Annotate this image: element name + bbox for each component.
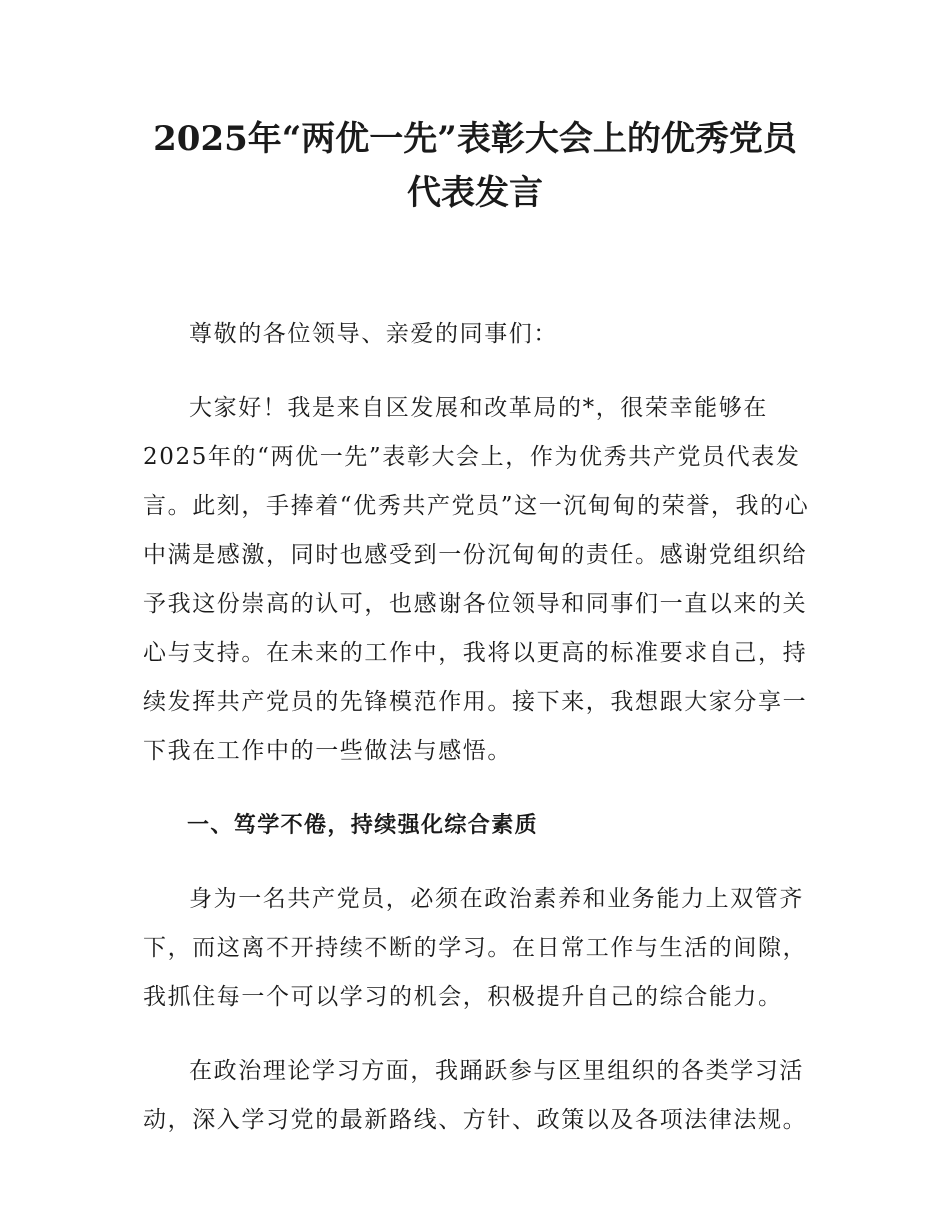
paragraph-2: 身为一名共产党员，必须在政治素养和业务能力上双管齐下，而这离不开持续不断的学习。在日常工作与生活的间隙，我抓住每一个可以学习的机会，积极提升自己的综合能力。 xyxy=(143,886,808,1010)
document-title xyxy=(100,112,850,220)
document-body xyxy=(143,310,813,1145)
section-1-heading: 一、笃学不倦，持续强化综合素质 xyxy=(187,813,539,838)
title-line-1: 2025年“两优一先”表彰大会上的优秀党员 xyxy=(153,119,797,159)
paragraph-1: 大家好！我是来自区发展和改革局的*，很荣幸能够在2025年的“两优一先”表彰大会上，作为优秀共产党员代表发言。此刻，手捧着“优秀共产党员”这一沉甸甸的荣誉，我的心中满是感激，同时也感受到一份沉甸甸的责任。感谢党组织给予我这份崇高的认可，也感谢各位领导和同事们一直以来的关心与支持。在未来的工作中，我将以更高的标准要求自己，持续发挥共产党员的先锋模范作用。接下来，我想跟大家分享一下我在工作中的一些做法与感悟。 xyxy=(143,395,810,764)
salutation: 尊敬的各位领导、亲爱的同事们： xyxy=(189,321,558,347)
paragraph-3: 在政治理论学习方面，我踊跃参与区里组织的各类学习活动，深入学习党的最新路线、方针、政策以及各项法律法规。 xyxy=(143,1058,808,1133)
title-line-2: 代表发言 xyxy=(407,173,543,213)
